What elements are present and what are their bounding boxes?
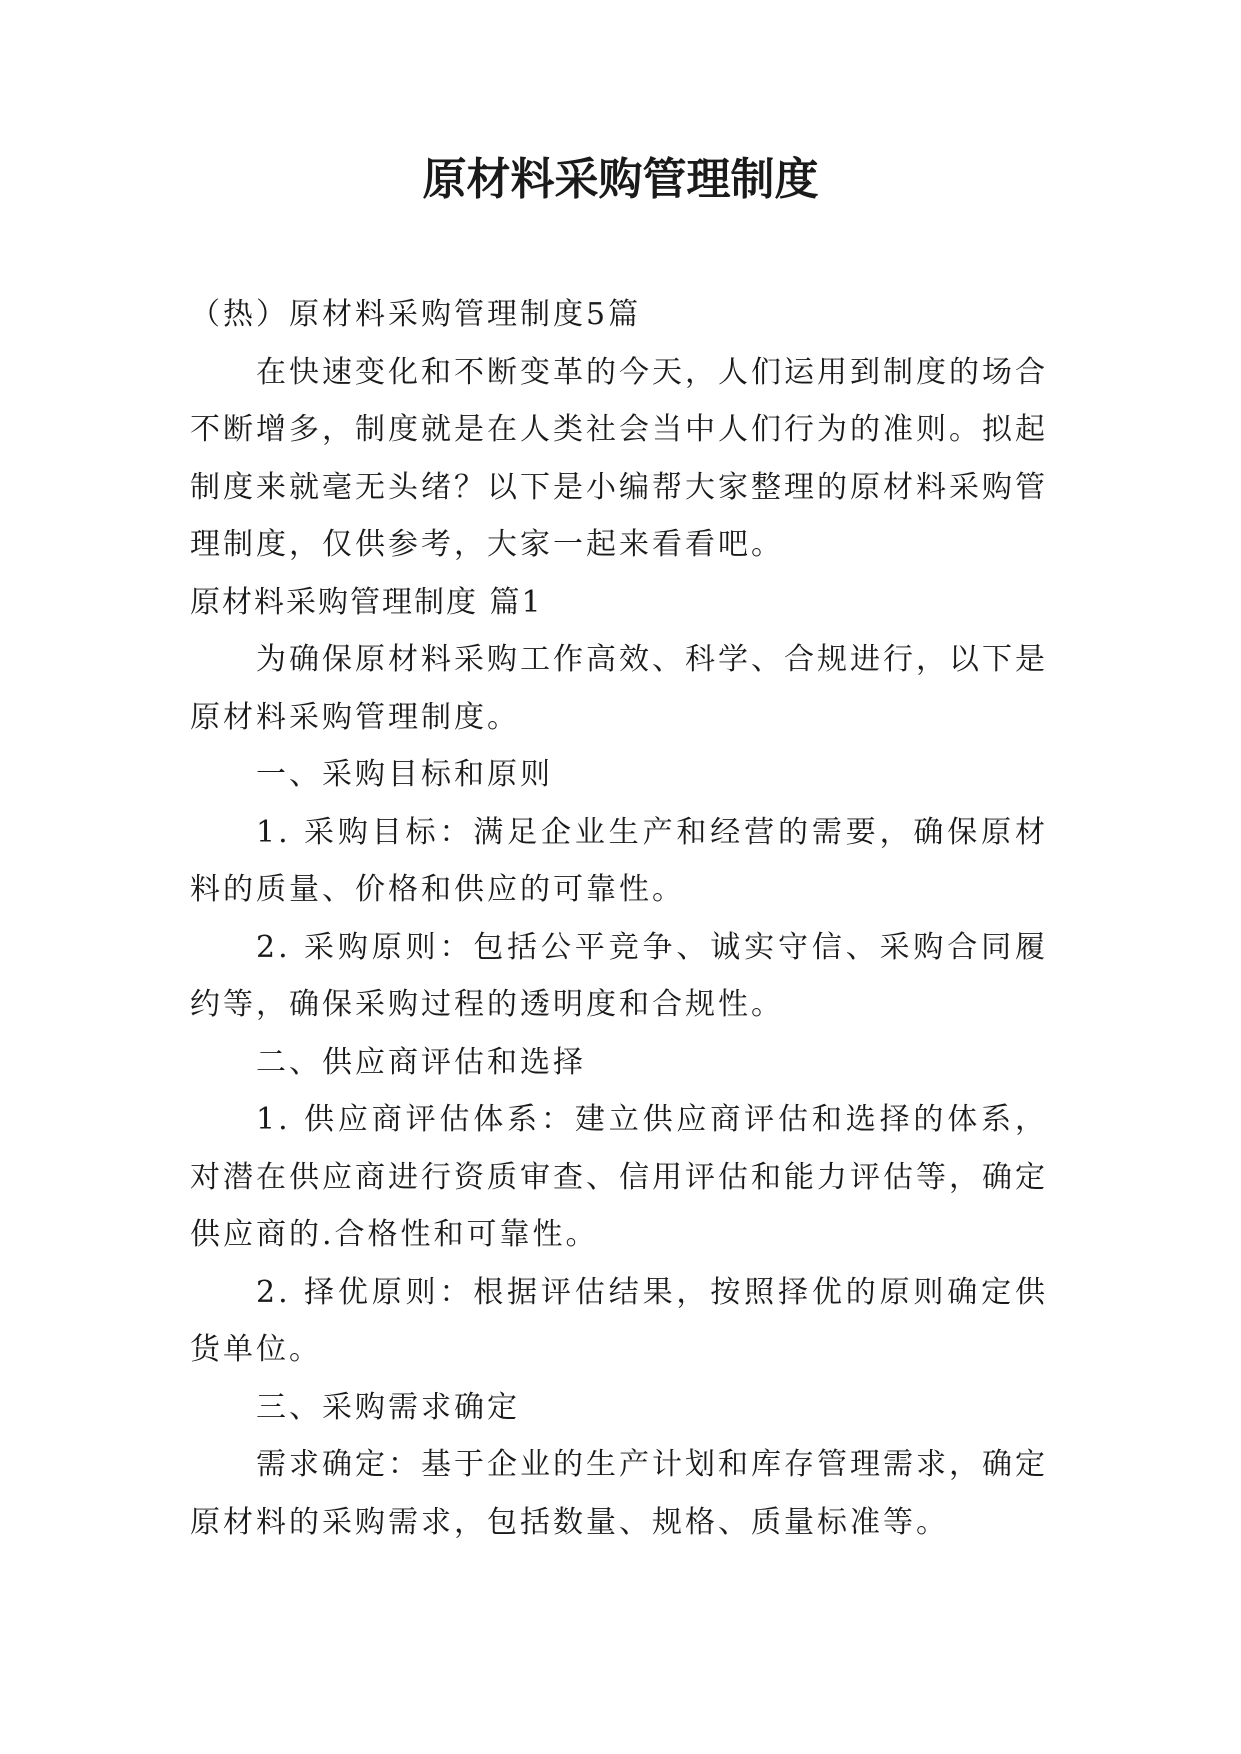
body-paragraph: 2. 采购原则：包括公平竞争、诚实守信、采购合同履约等，确保采购过程的透明度和合规性。 [190,929,1048,1022]
body-paragraph: 1. 采购目标：满足企业生产和经营的需要，确保原材料的质量、价格和供应的可靠性。 [190,814,1048,907]
document-title: 原材料采购管理制度 [422,154,819,205]
intro-paragraph: 在快速变化和不断变革的今天，人们运用到制度的场合不断增多，制度就是在人类社会当中人们行为的准则。拟起制度来就毫无头绪？以下是小编帮大家整理的原材料采购管理制度，仅供参考，大家一起来看看吧。 [190,354,1048,562]
body-paragraph: 需求确定：基于企业的生产计划和库存管理需求，确定原材料的采购需求，包括数量、规格、质量标准等。 [190,1447,1048,1540]
document-body [190,286,1048,1551]
subtitle-paragraph: （热）原材料采购管理制度5篇 [190,297,642,332]
body-paragraph: 1. 供应商评估体系：建立供应商评估和选择的体系，对潜在供应商进行资质审查、信用评估和能力评估等，确定供应商的.合格性和可靠性。 [190,1102,1048,1252]
section-heading: 原材料采购管理制度 篇1 [190,584,543,620]
body-paragraph: 2. 择优原则：根据评估结果，按照择优的原则确定供货单位。 [190,1274,1048,1367]
body-paragraph: 为确保原材料采购工作高效、科学、合规进行，以下是原材料采购管理制度。 [190,642,1048,735]
section-subheading: 一、采购目标和原则 [256,757,553,792]
section-subheading: 二、供应商评估和选择 [256,1044,586,1080]
section-subheading: 三、采购需求确定 [256,1389,520,1425]
